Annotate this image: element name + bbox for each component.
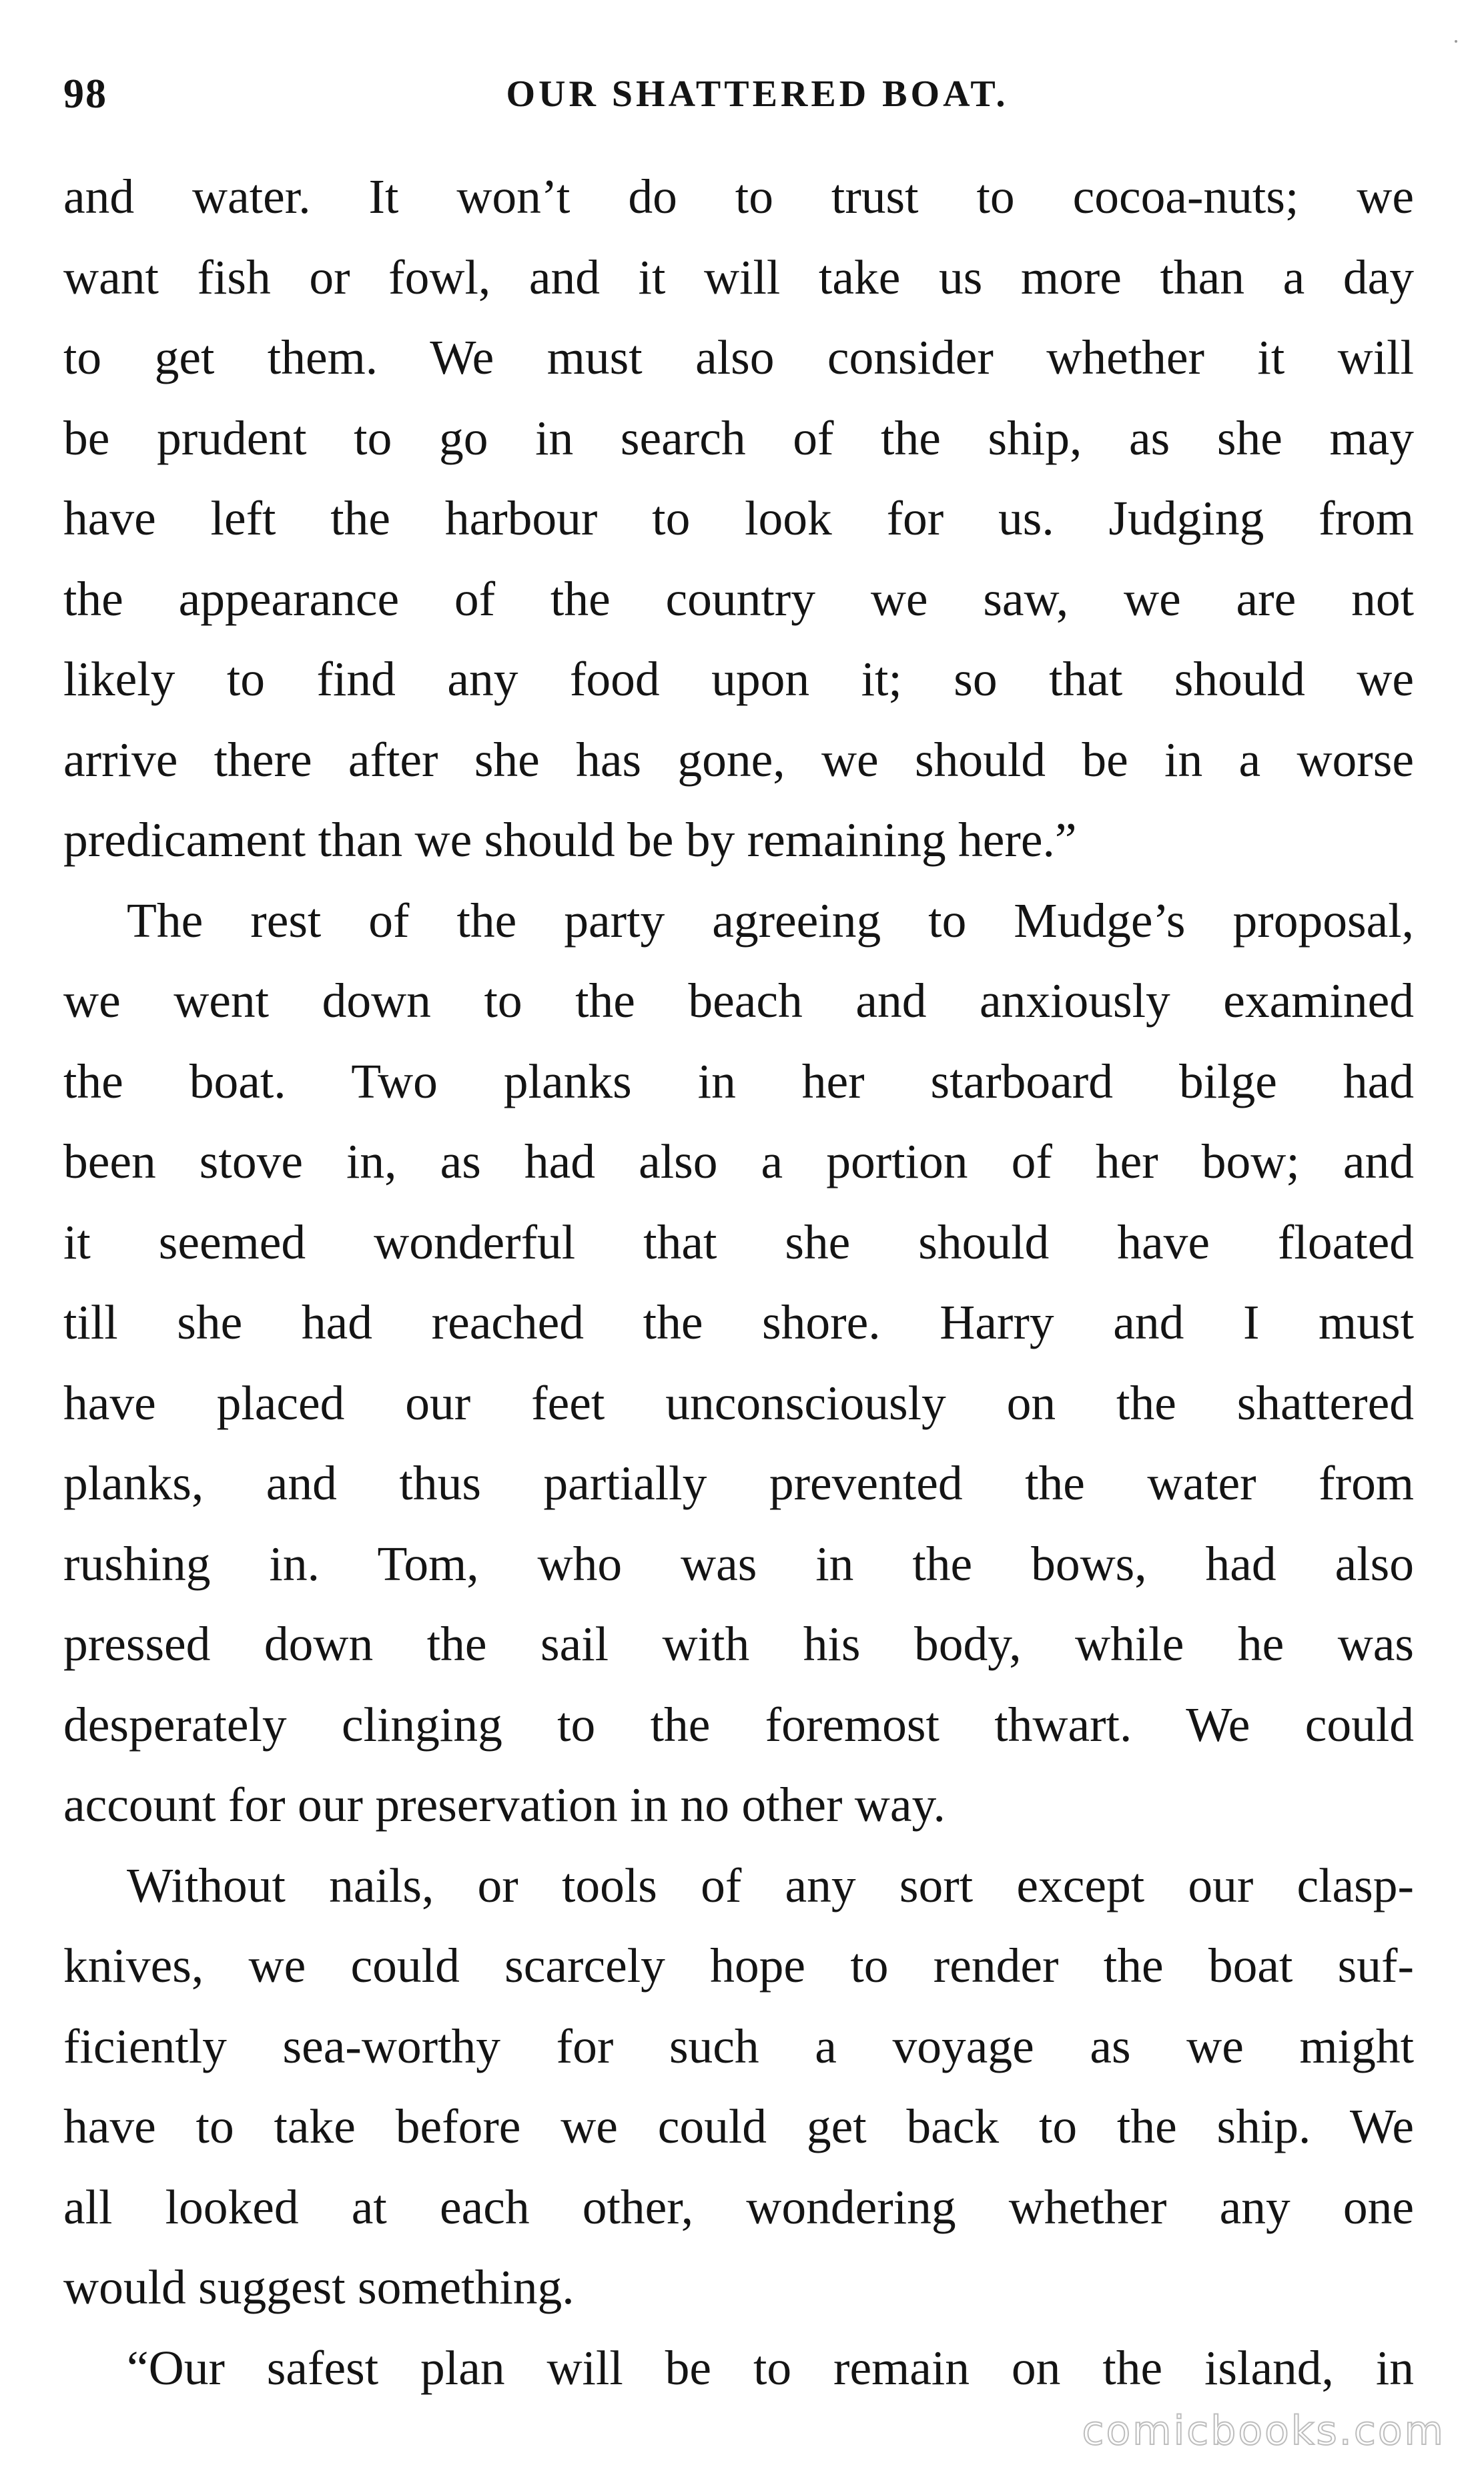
text-line: ficiently sea-worthy for such a voyage as we might bbox=[63, 2019, 1414, 2073]
text-line: to get them. We must also consider whether it will bbox=[63, 330, 1414, 384]
text-line: The rest of the party agreeing to Mudge’s proposal, bbox=[127, 893, 1414, 948]
scan-speck bbox=[1455, 40, 1457, 43]
text-line: would suggest something. bbox=[63, 2260, 575, 2314]
body-text bbox=[63, 157, 1414, 2408]
text-line: Without nails, or tools of any sort except our clasp- bbox=[127, 1858, 1414, 1912]
text-line: desperately clinging to the foremost thwart. We could bbox=[63, 1697, 1414, 1752]
text-line: the boat. Two planks in her starboard bilge had bbox=[63, 1054, 1414, 1108]
paragraph bbox=[63, 2328, 1414, 2409]
text-line: all looked at each other, wondering whether any one bbox=[63, 2179, 1414, 2234]
text-line: have to take before we could get back to the ship. We bbox=[63, 2099, 1414, 2153]
page-number: 98 bbox=[63, 71, 107, 117]
text-line: predicament than we should be by remaining here.” bbox=[63, 813, 1077, 867]
text-line: the appearance of the country we saw, we are not bbox=[63, 571, 1414, 626]
paragraph bbox=[63, 881, 1414, 1846]
paragraph bbox=[63, 157, 1414, 881]
text-line: “Our safest plan will be to remain on the island, in bbox=[127, 2340, 1414, 2395]
text-line: knives, we could scarcely hope to render the boat suf- bbox=[63, 1938, 1414, 1993]
text-line: arrive there after she has gone, we should be in a worse bbox=[63, 732, 1414, 787]
text-line: till she had reached the shore. Harry and I must bbox=[63, 1295, 1414, 1349]
paragraph bbox=[63, 1846, 1414, 2328]
text-line: it seemed wonderful that she should have floated bbox=[63, 1214, 1414, 1269]
text-line: rushing in. Tom, who was in the bows, had also bbox=[63, 1536, 1414, 1591]
running-title: OUR SHATTERED BOAT. bbox=[506, 73, 1009, 115]
text-line: account for our preservation in no other way. bbox=[63, 1778, 946, 1832]
text-line: been stove in, as had also a portion of her bow; and bbox=[63, 1134, 1414, 1188]
text-line: pressed down the sail with his body, while he was bbox=[63, 1617, 1414, 1671]
watermark: comicbooks.com bbox=[1082, 2408, 1445, 2454]
text-line: planks, and thus partially prevented the water from bbox=[63, 1456, 1414, 1510]
running-head bbox=[63, 64, 1411, 124]
text-line: likely to find any food upon it; so that should we bbox=[63, 652, 1414, 706]
text-line: we went down to the beach and anxiously examined bbox=[63, 974, 1414, 1028]
text-line: have left the harbour to look for us. Judging from bbox=[63, 491, 1414, 545]
text-line: and water. It won’t do to trust to cocoa-nuts; we bbox=[63, 169, 1414, 224]
text-line: be prudent to go in search of the ship, as she may bbox=[63, 410, 1414, 465]
text-line: have placed our feet unconsciously on the shattered bbox=[63, 1375, 1414, 1430]
text-line: want fish or fowl, and it will take us more than a day bbox=[63, 250, 1414, 304]
